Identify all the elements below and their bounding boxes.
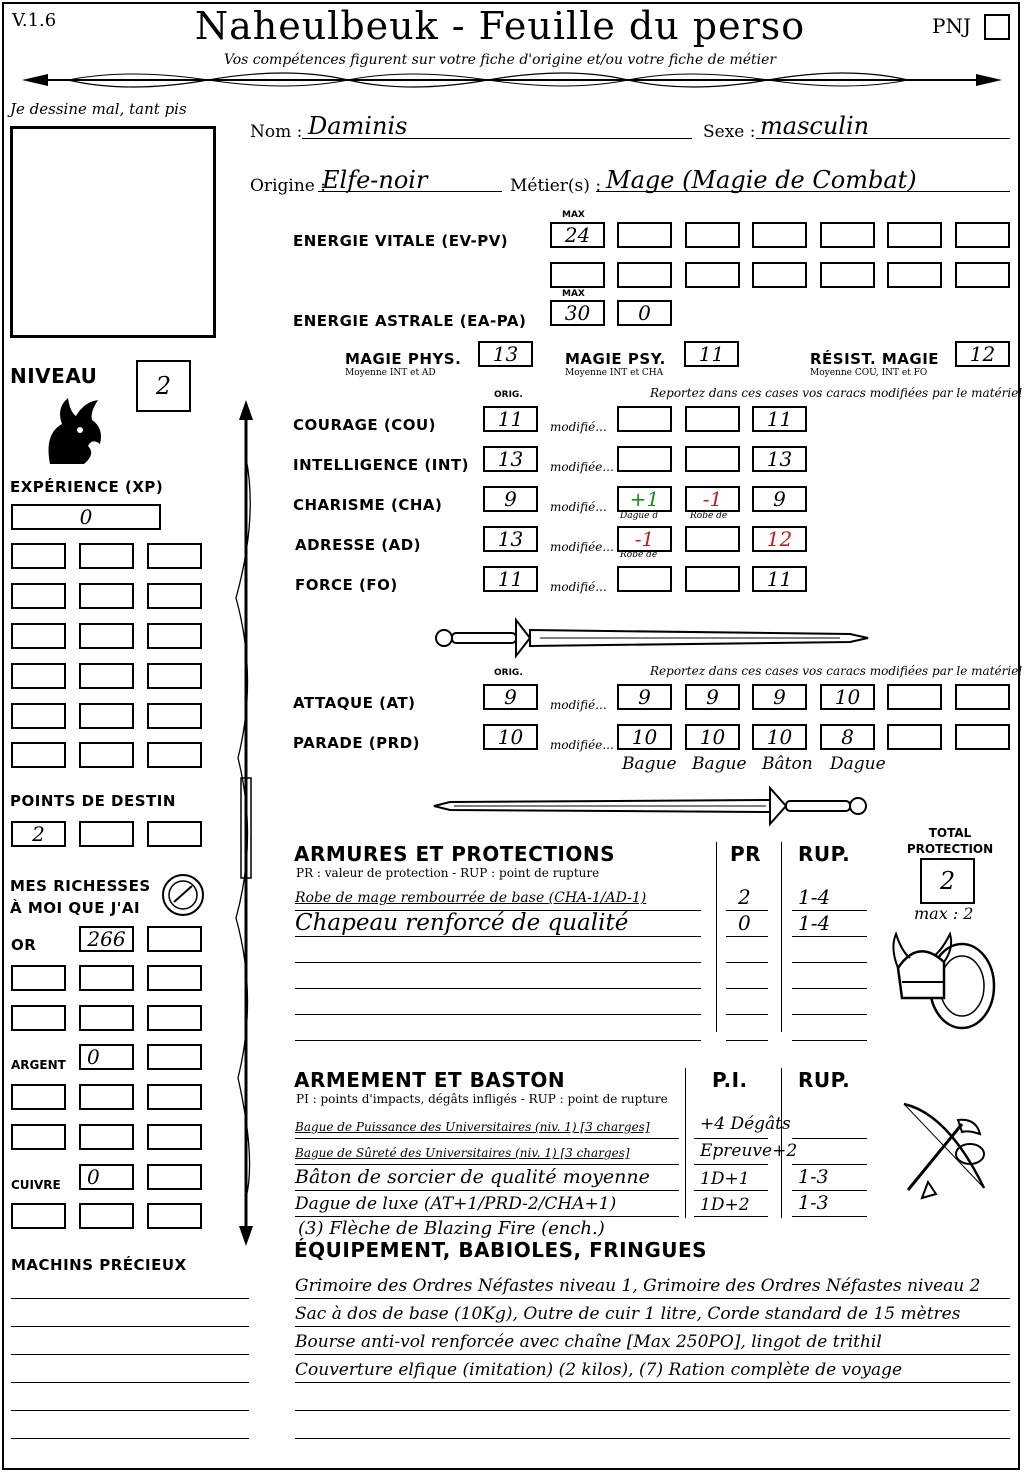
destin-box[interactable] — [147, 821, 202, 847]
ev-label: ENERGIE VITALE (EV-PV) — [293, 232, 509, 250]
arme-pi[interactable]: 1D+1 — [700, 1169, 750, 1189]
ad-orig-box[interactable]: 13 — [483, 526, 538, 552]
xp-grid-box[interactable] — [11, 742, 66, 768]
prd-mod-box[interactable]: 10 — [752, 724, 807, 750]
cha-modifie-label: modifié... — [550, 500, 607, 514]
ev-box[interactable] — [550, 262, 605, 288]
version-label: V.1.6 — [12, 10, 57, 31]
arme-name[interactable]: Dague de luxe (AT+1/PRD-2/CHA+1) — [295, 1194, 617, 1214]
cuivre-box[interactable] — [79, 1203, 134, 1229]
pnj-checkbox[interactable] — [984, 14, 1010, 40]
armure-pr[interactable]: 2 — [738, 885, 751, 909]
ev-box[interactable] — [617, 222, 672, 248]
prd-mod-box[interactable] — [955, 724, 1010, 750]
fo-mod-box[interactable]: 11 — [752, 566, 807, 592]
cuivre-box[interactable] — [147, 1164, 202, 1190]
xp-grid-box[interactable] — [11, 583, 66, 609]
destin-box[interactable]: 2 — [11, 821, 66, 847]
ea-max-box[interactable]: 30 — [550, 300, 605, 326]
at-mod-box[interactable] — [955, 684, 1010, 710]
combat-orig-label: ORIG. — [494, 668, 523, 678]
origine-label: Origine : — [250, 176, 326, 196]
portrait-caption: Je dessine mal, tant pis — [10, 100, 187, 118]
combat-report-note: Reportez dans ces cases vos caracs modifiées par le matériel — [650, 664, 1023, 678]
spear-icon — [228, 398, 264, 1248]
armement-title: ARMEMENT ET BASTON — [294, 1068, 566, 1092]
arme-name[interactable]: Bague de Sûreté des Universitaires (niv. 1) [3 charges] — [295, 1146, 630, 1160]
niveau-label: NIVEAU — [10, 364, 98, 388]
magie-psy-label: MAGIE PSY. — [565, 350, 666, 368]
xp-grid-box[interactable] — [79, 623, 134, 649]
ad-mod-box[interactable]: 12 — [752, 526, 807, 552]
at-mod-box[interactable]: 10 — [820, 684, 875, 710]
prd-mod-box[interactable]: 10 — [685, 724, 740, 750]
at-label: ATTAQUE (AT) — [293, 694, 416, 712]
combat-source: Bague — [692, 754, 747, 774]
int-mod-box[interactable]: 13 — [752, 446, 807, 472]
caracs-orig-label: ORIG. — [494, 390, 523, 400]
ev-box[interactable] — [820, 262, 875, 288]
armement-pi-header: P.I. — [712, 1068, 748, 1092]
armure-name[interactable]: Robe de mage rembourrée de base (CHA-1/AD-1) — [295, 890, 647, 906]
armure-pr[interactable]: 0 — [738, 911, 751, 935]
combat-source: Bâton — [762, 754, 813, 774]
fo-mod-box[interactable] — [685, 566, 740, 592]
ad-m1-note: Robe de — [620, 550, 658, 560]
ev-box[interactable] — [820, 222, 875, 248]
cou-mod-box[interactable] — [685, 406, 740, 432]
prd-label: PARADE (PRD) — [293, 734, 421, 752]
magie-psy-sub: Moyenne INT et CHA — [565, 368, 664, 378]
portrait-box[interactable] — [10, 126, 216, 338]
cha-mod-box[interactable]: -1 — [685, 486, 740, 512]
prd-mod-box[interactable]: 8 — [820, 724, 875, 750]
ev-box[interactable] — [887, 222, 942, 248]
xp-grid-box[interactable] — [147, 663, 202, 689]
at-modifie-label: modifié... — [550, 698, 607, 712]
xp-grid-box[interactable] — [11, 623, 66, 649]
or-box[interactable] — [147, 926, 202, 952]
xp-grid-box[interactable] — [79, 663, 134, 689]
resist-magie-box[interactable]: 12 — [955, 341, 1010, 367]
combat-source: Bague — [622, 754, 677, 774]
equipement-title: ÉQUIPEMENT, BABIOLES, FRINGUES — [294, 1238, 708, 1262]
int-label: INTELLIGENCE (INT) — [293, 456, 469, 474]
nom-label: Nom : — [250, 122, 303, 142]
cou-modifie-label: modifié... — [550, 420, 607, 434]
armure-rup[interactable]: 1-4 — [798, 911, 831, 935]
xp-grid-box[interactable] — [147, 583, 202, 609]
or-box[interactable] — [147, 965, 202, 991]
equipement-line[interactable]: Bourse anti-vol renforcée avec chaîne [Max 250PO], lingot de trithil — [295, 1332, 882, 1352]
armure-name[interactable]: Chapeau renforcé de qualité — [295, 910, 629, 936]
argent-box[interactable]: 0 — [79, 1044, 134, 1070]
ad-mod-box[interactable] — [685, 526, 740, 552]
at-mod-box[interactable]: 9 — [685, 684, 740, 710]
dragon-icon — [40, 394, 106, 466]
at-orig-box[interactable]: 9 — [483, 684, 538, 710]
destin-box[interactable] — [79, 821, 134, 847]
ev-box[interactable] — [955, 262, 1010, 288]
argent-box[interactable] — [79, 1084, 134, 1110]
int-orig-box[interactable]: 13 — [483, 446, 538, 472]
cha-label: CHARISME (CHA) — [293, 496, 443, 514]
argent-box[interactable] — [11, 1124, 66, 1150]
armement-note: PI : points d'impacts, dégâts infligés - RUP : point de rupture — [296, 1092, 668, 1106]
argent-box[interactable] — [11, 1084, 66, 1110]
ev-box[interactable] — [685, 262, 740, 288]
magie-phys-label: MAGIE PHYS. — [345, 350, 462, 368]
resist-magie-label: RÉSIST. MAGIE — [810, 350, 940, 368]
cou-label: COURAGE (COU) — [293, 416, 437, 434]
armures-rup-header: RUP. — [798, 842, 851, 866]
or-box[interactable] — [79, 965, 134, 991]
cuivre-label: CUIVRE — [11, 1178, 61, 1192]
xp-grid-box[interactable] — [11, 543, 66, 569]
prd-orig-box[interactable]: 10 — [483, 724, 538, 750]
ea-box[interactable]: 0 — [617, 300, 672, 326]
argent-label: ARGENT — [11, 1058, 66, 1072]
arme-pi[interactable]: +4 Dégâts — [700, 1114, 791, 1134]
xp-grid-box[interactable] — [147, 742, 202, 768]
cuivre-box[interactable] — [11, 1203, 66, 1229]
xp-grid-box[interactable] — [147, 623, 202, 649]
cha-orig-box[interactable]: 9 — [483, 486, 538, 512]
xp-grid-box[interactable] — [11, 703, 66, 729]
or-box[interactable]: 266 — [79, 926, 134, 952]
metier-label: Métier(s) : — [510, 176, 602, 196]
xp-grid-box[interactable] — [79, 703, 134, 729]
machins-label: MACHINS PRÉCIEUX — [11, 1256, 187, 1274]
armures-title: ARMURES ET PROTECTIONS — [294, 842, 615, 866]
or-box[interactable] — [11, 1005, 66, 1031]
arme-name[interactable]: (3) Flèche de Blazing Fire (ench.) — [298, 1218, 605, 1239]
richesses-label-1: MES RICHESSES — [10, 877, 151, 895]
ev-box[interactable] — [752, 262, 807, 288]
nom-value[interactable]: Daminis — [308, 112, 408, 140]
magie-phys-sub: Moyenne INT et AD — [345, 368, 436, 378]
total-protection-max: max : 2 — [914, 904, 974, 923]
argent-box[interactable] — [79, 1124, 134, 1150]
xp-grid-box[interactable] — [11, 663, 66, 689]
arme-rup[interactable]: 1-3 — [798, 1192, 829, 1214]
cha-mod-box[interactable]: +1 — [617, 486, 672, 512]
or-box[interactable] — [79, 1005, 134, 1031]
arme-name[interactable]: Bâton de sorcier de qualité moyenne — [295, 1166, 650, 1188]
cou-mod-box[interactable]: 11 — [752, 406, 807, 432]
fo-mod-box[interactable] — [617, 566, 672, 592]
fo-label: FORCE (FO) — [295, 576, 398, 594]
or-box[interactable] — [147, 1005, 202, 1031]
weapons-icon — [888, 1094, 1000, 1206]
cou-mod-box[interactable] — [617, 406, 672, 432]
total-protection-box[interactable]: 2 — [920, 858, 975, 904]
sexe-value[interactable]: masculin — [760, 112, 870, 140]
metier-value[interactable]: Mage (Magie de Combat) — [606, 166, 917, 194]
ad-mod-box[interactable]: -1 — [617, 526, 672, 552]
xp-grid-box[interactable] — [79, 742, 134, 768]
magie-psy-box[interactable]: 11 — [684, 341, 739, 367]
sexe-label: Sexe : — [703, 122, 756, 142]
cuivre-box[interactable]: 0 — [79, 1164, 134, 1190]
argent-box[interactable] — [147, 1044, 202, 1070]
prd-mod-box[interactable] — [887, 724, 942, 750]
ev-box[interactable] — [617, 262, 672, 288]
niveau-box[interactable]: 2 — [136, 360, 191, 412]
sheet-title: Naheulbeuk - Feuille du perso — [194, 4, 806, 48]
equipement-line[interactable]: Grimoire des Ordres Néfastes niveau 1, Grimoire des Ordres Néfastes niveau 2 — [295, 1276, 981, 1296]
total-protection-label-1: TOTAL — [928, 826, 972, 840]
equipement-line[interactable]: Couverture elfique (imitation) (2 kilos), (7) Ration complète de voyage — [295, 1360, 903, 1380]
argent-box[interactable] — [147, 1124, 202, 1150]
cha-m2-note: Robe de — [690, 511, 728, 521]
at-mod-box[interactable] — [887, 684, 942, 710]
ev-box[interactable] — [887, 262, 942, 288]
origine-value[interactable]: Elfe-noir — [322, 166, 428, 194]
prd-modifiee-label: modifiée... — [550, 738, 614, 752]
sword-icon — [430, 612, 870, 662]
armure-rup[interactable]: 1-4 — [798, 885, 831, 909]
fo-modifie-label: modifié... — [550, 580, 607, 594]
sword-icon — [430, 784, 870, 828]
magie-phys-box[interactable]: 13 — [478, 341, 533, 367]
xp-grid-box[interactable] — [79, 543, 134, 569]
at-mod-box[interactable]: 9 — [617, 684, 672, 710]
ev-max-box[interactable]: 24 — [550, 222, 605, 248]
ea-max-label: MAX — [562, 289, 585, 299]
arme-rup[interactable]: 1-3 — [798, 1166, 829, 1188]
int-mod-box[interactable] — [685, 446, 740, 472]
cha-mod-box[interactable]: 9 — [752, 486, 807, 512]
armement-rup-header: RUP. — [798, 1068, 851, 1092]
ev-box[interactable] — [955, 222, 1010, 248]
cou-orig-box[interactable]: 11 — [483, 406, 538, 432]
ad-label: ADRESSE (AD) — [295, 536, 422, 554]
arme-pi[interactable]: Epreuve+2 — [700, 1141, 798, 1161]
pnj-label: PNJ — [932, 14, 971, 38]
at-mod-box[interactable]: 9 — [752, 684, 807, 710]
ea-label: ENERGIE ASTRALE (EA-PA) — [293, 312, 527, 330]
ev-box[interactable] — [685, 222, 740, 248]
destin-label: POINTS DE DESTIN — [10, 792, 176, 810]
armures-note: PR : valeur de protection - RUP : point de rupture — [296, 866, 600, 880]
equipement-line[interactable]: Sac à dos de base (10Kg), Outre de cuir 1 litre, Corde standard de 15 mètres — [295, 1304, 961, 1324]
xp-box[interactable]: 0 — [11, 504, 161, 530]
or-box[interactable] — [11, 965, 66, 991]
combat-source: Dague — [830, 754, 886, 774]
int-modifiee-label: modifiée... — [550, 460, 614, 474]
xp-grid-box[interactable] — [147, 703, 202, 729]
spear-divider-icon — [8, 64, 1016, 96]
argent-box[interactable] — [147, 1084, 202, 1110]
armures-pr-header: PR — [730, 842, 762, 866]
caracs-report-note: Reportez dans ces cases vos caracs modifiées par le matériel — [650, 386, 1023, 400]
ev-max-label: MAX — [562, 210, 585, 220]
ev-box[interactable] — [752, 222, 807, 248]
ad-modifiee-label: modifiée... — [550, 540, 614, 554]
cuivre-box[interactable] — [147, 1203, 202, 1229]
xp-label: EXPÉRIENCE (XP) — [10, 478, 164, 496]
int-mod-box[interactable] — [617, 446, 672, 472]
arme-name[interactable]: Bague de Puissance des Universitaires (niv. 1) [3 charges] — [295, 1120, 650, 1134]
richesses-label-2: À MOI QUE J'AI — [10, 899, 141, 917]
sheet-subtitle: Vos compétences figurent sur votre fiche d'origine et/ou votre fiche de métier — [223, 52, 777, 68]
total-protection-label-2: PROTECTION — [906, 842, 994, 856]
or-label: OR — [11, 936, 37, 954]
arme-pi[interactable]: 1D+2 — [700, 1195, 750, 1215]
xp-grid-box[interactable] — [79, 583, 134, 609]
xp-grid-box[interactable] — [147, 543, 202, 569]
fo-orig-box[interactable]: 11 — [483, 566, 538, 592]
prd-mod-box[interactable]: 10 — [617, 724, 672, 750]
cha-m1-note: Dague d — [620, 511, 659, 521]
coin-icon — [160, 872, 206, 918]
resist-magie-sub: Moyenne COU, INT et FO — [810, 368, 928, 378]
helmet-shield-icon — [888, 928, 1000, 1038]
